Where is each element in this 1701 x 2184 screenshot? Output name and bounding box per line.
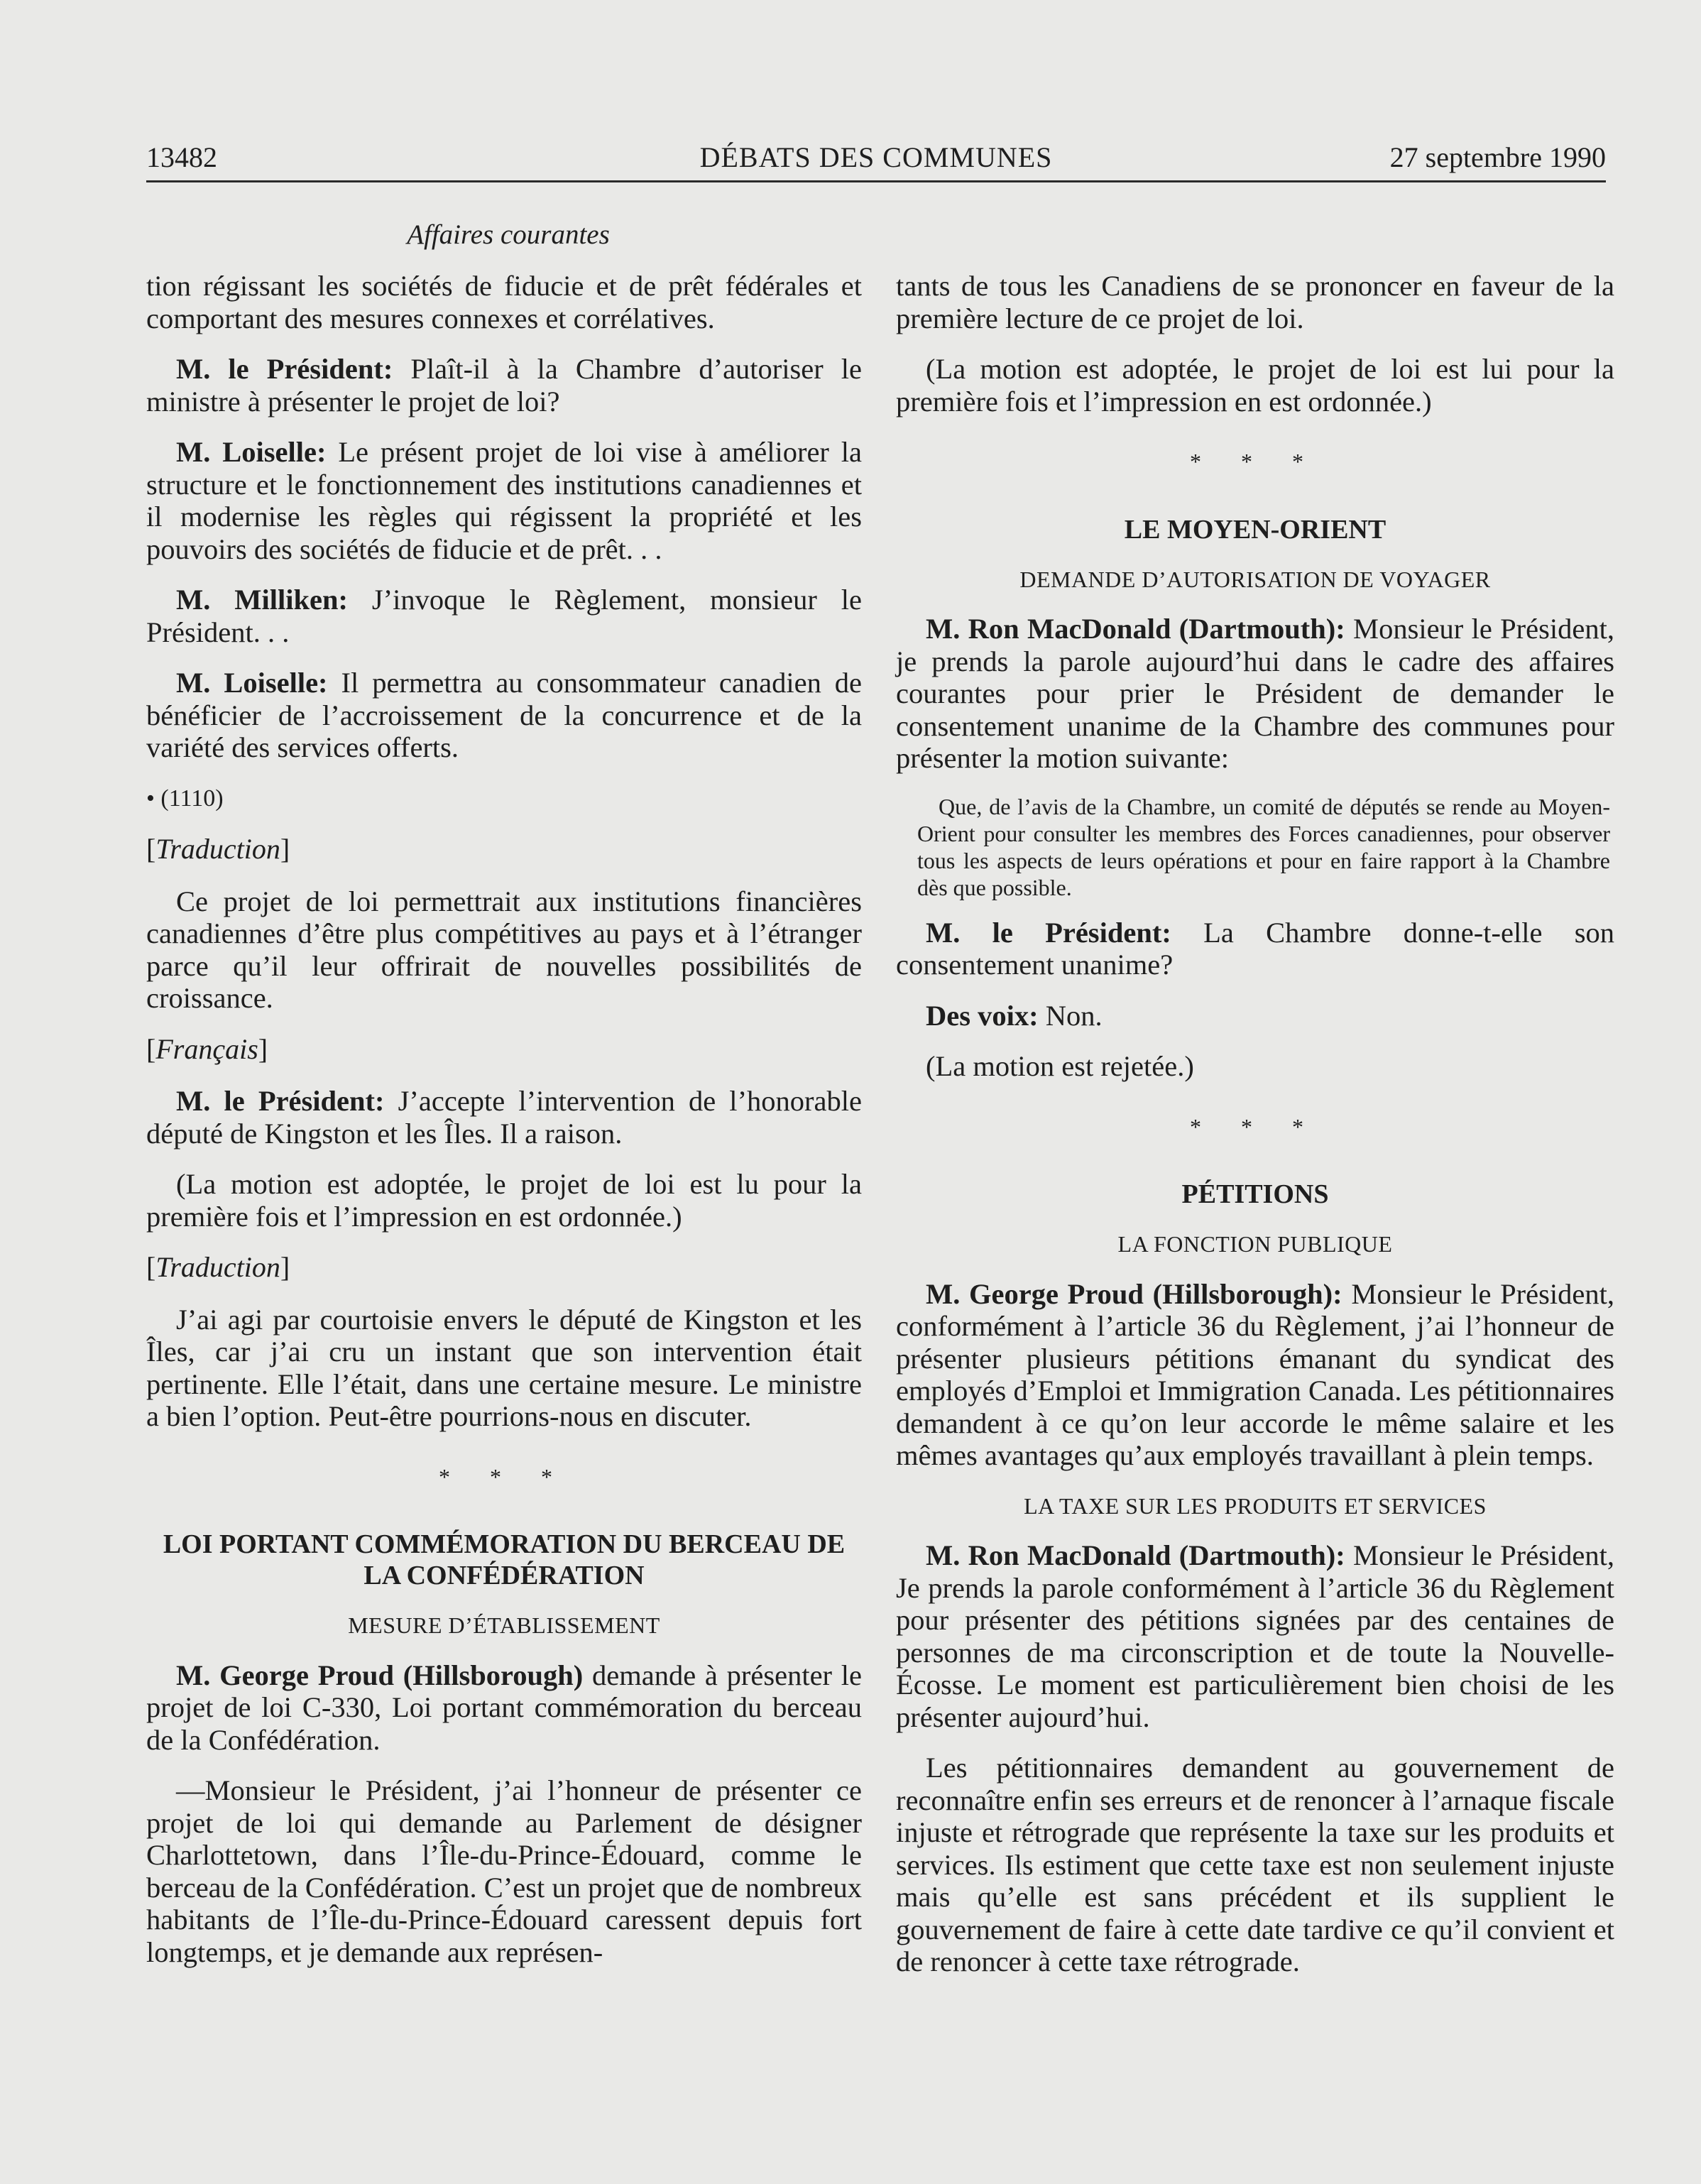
section-divider: * * * [1190, 449, 1320, 474]
language-tag-text: Français [155, 1032, 258, 1065]
language-tag: [Français] [146, 1032, 268, 1065]
language-tag-text: Traduction [155, 1251, 280, 1283]
language-tag-text: Traduction [155, 833, 280, 865]
section-label: Affaires courantes [407, 219, 610, 250]
speech-paragraph [146, 1085, 862, 1150]
section-heading: PÉTITIONS [1181, 1179, 1329, 1209]
speaker-name: M. le Président: [926, 916, 1171, 949]
speech-text: La Chambre donne-t-elle son consentement unanime? [896, 916, 1614, 981]
speech-paragraph [146, 436, 862, 565]
publication-title: DÉBATS DES COMMUNES [699, 141, 1053, 173]
section-subheading: LA FONCTION PUBLIQUE [1117, 1231, 1393, 1257]
speech-paragraph [896, 613, 1614, 775]
speech-paragraph [146, 667, 862, 764]
paragraph: Ce projet de loi permettrait aux institutions financières canadiennes d’être plus compétitives au pays et à l’étranger parce qu’il leur offrirait de nouvelles possibilités de croissance. [146, 885, 862, 1014]
speaker-name: M. le Président: [176, 1085, 385, 1117]
speech-paragraph [146, 1659, 862, 1757]
section-heading: LE MOYEN-ORIENT [1124, 514, 1386, 545]
page-header [146, 139, 1606, 182]
speech-text: Monsieur le Président, je prends la parole aujourd’hui dans le cadre des affaires courantes pour prier le Président de demander le consentement unanime de la Chambre des communes pour présenter la motion suivante: [896, 613, 1614, 774]
language-tag: [Traduction] [146, 833, 290, 865]
paragraph: tants de tous les Canadiens de se prononcer en faveur de la première lecture de ce projet de loi. [896, 270, 1614, 334]
speech-text: Non. [1038, 999, 1103, 1032]
paragraph: (La motion est adoptée, le projet de loi est lui pour la première fois et l’impression en est ordonnée.) [896, 353, 1614, 417]
section-divider: * * * [439, 1463, 569, 1490]
section-subheading: LA TAXE SUR LES PRODUITS ET SERVICES [1024, 1492, 1487, 1519]
section-heading: LOI PORTANT COMMÉMORATION DU BERCEAU DE LA CONFÉDÉRATION [163, 1529, 846, 1590]
speaker-name: Des voix: [926, 999, 1039, 1032]
paragraph: (La motion est adoptée, le projet de loi est lu pour la première fois et l’impression en est ordonnée.) [146, 1168, 862, 1233]
speech-text: demande à présenter le projet de loi C-330, Loi portant commémoration du berceau de la Confédération. [146, 1659, 862, 1756]
speech-paragraph [146, 584, 862, 648]
paragraph: Les pétitionnaires demandent au gouvernement de reconnaître enfin ses erreurs et de renoncer à l’arnaque fiscale injuste et rétrograde que représente la taxe sur les produits et services. Ils estiment que cette taxe est non seulement injuste mais qu’elle est sans précédent et ils supplient le gouvernement de faire à cette date tardive ce qu’il convient et de renoncer à cette taxe rétrograde. [896, 1752, 1614, 1977]
paragraph: tion régissant les sociétés de fiducie et de prêt fédérales et comportant des mesures connexes et corrélatives. [146, 270, 862, 334]
speaker-name: M. Loiselle: [176, 667, 328, 699]
speech-text: Plaît-il à la Chambre d’autoriser le ministre à présenter le projet de loi? [146, 353, 863, 417]
speaker-name: M. le Président: [176, 353, 393, 385]
right-column [896, 270, 1614, 1997]
section-subheading: DEMANDE D’AUTORISATION DE VOYAGER [1019, 566, 1491, 592]
paragraph: (La motion est rejetée.) [926, 1050, 1194, 1082]
section-subheading: MESURE D’ÉTABLISSEMENT [348, 1612, 660, 1638]
paragraph: J’ai agi par courtoisie envers le député de Kingston et les Îles, car j’ai cru un instant que son intervention était pertinente. Elle l’était, dans une certaine mesure. Le ministre a bien l’option. Peut-être pourrions-nous en discuter. [146, 1303, 862, 1432]
speech-text: Monsieur le Président, conformément à l’article 36 du Règlement, j’ai l’honneur de présenter plusieurs pétitions émanant du syndicat des employés d’Emploi et Immigration Canada. Les pétitionnaires demandent à ce qu’on leur accorde le même salaire et les mêmes avantages qu’aux employés travaillant à plein temps. [896, 1277, 1614, 1471]
left-column [146, 270, 862, 1987]
speech-paragraph [896, 917, 1614, 981]
speech-text: J’invoque le Règlement, monsieur le Président. . . [146, 584, 862, 648]
page-number: 13482 [146, 141, 217, 173]
speech-text: J’accepte l’intervention de l’honorable député de Kingston et les Îles. Il a raison. [146, 1085, 862, 1150]
speaker-name: M. George Proud (Hillsborough) [176, 1659, 584, 1691]
language-tag: [Traduction] [146, 1251, 290, 1283]
speech-paragraph [146, 353, 862, 417]
speech-paragraph [896, 1000, 1614, 1032]
publication-date: 27 septembre 1990 [1389, 141, 1606, 173]
speaker-name: M. Ron MacDonald (Dartmouth): [926, 613, 1345, 645]
time-marker: • (1110) [146, 785, 224, 812]
speech-text: Il permettra au consommateur canadien de bénéficier de l’accroissement de la concurrence et de la variété des services offerts. [146, 667, 863, 763]
speech-paragraph [896, 1539, 1614, 1733]
speech-paragraph [896, 1278, 1614, 1472]
paragraph: —Monsieur le Président, j’ai l’honneur de présenter ce projet de loi qui demande au Parlement de désigner Charlottetown, dans l’Île-du-Prince-Édouard, comme le berceau de la Confédération. C’est un projet que de nombreux habitants de l’Île-du-Prince-Édouard caressent depuis fort longtemps, et je demande aux représen- [146, 1774, 862, 1968]
motion-quote: Que, de l’avis de la Chambre, un comité de députés se rende au Moyen-Orient pour consulter les membres des Forces canadiennes, pour observer tous les aspects de leurs opérations et pour en faire rapport à la Chambre dès que possible. [917, 793, 1610, 900]
section-divider: * * * [1190, 1113, 1320, 1140]
speech-text: Le présent projet de loi vise à améliorer la structure et le fonctionnement des institutions canadiennes et il modernise les règles qui régissent la propriété et les pouvoirs des sociétés de fiducie et de prêt. . . [146, 436, 863, 565]
speaker-name: M. Ron MacDonald (Dartmouth): [926, 1539, 1345, 1571]
speaker-name: M. Loiselle: [176, 436, 327, 468]
speech-text: Monsieur le Président, Je prends la parole conformément à l’article 36 du Règlement pour présenter des pétitions signées par des centaines de personnes de ma circonscription et de toute la Nouvelle-Écosse. Le moment est particulièrement bien choisi de les présenter aujourd’hui. [896, 1539, 1614, 1733]
speaker-name: M. George Proud (Hillsborough): [926, 1277, 1342, 1310]
speaker-name: M. Milliken: [176, 584, 348, 616]
